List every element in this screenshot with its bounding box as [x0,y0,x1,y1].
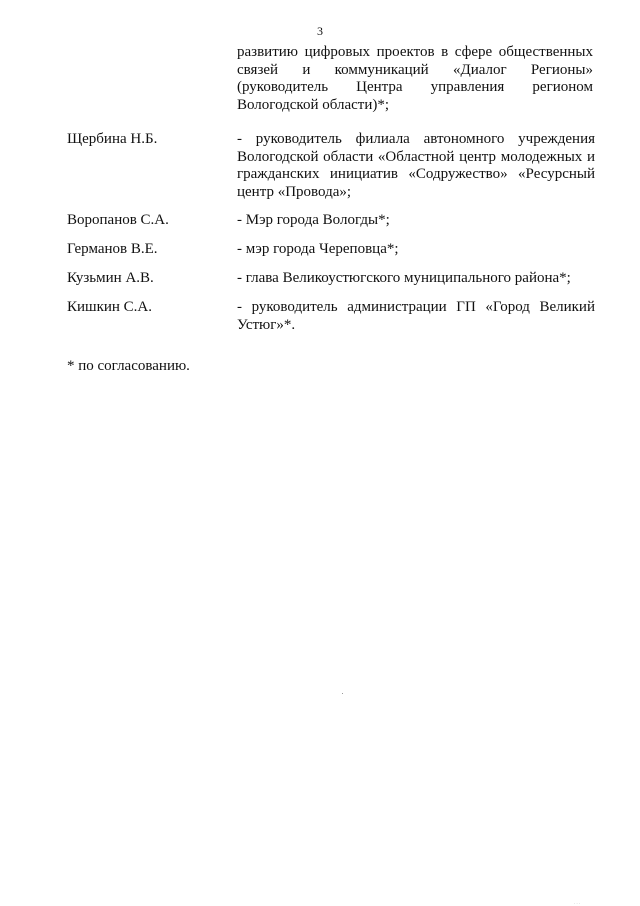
scan-speck [342,693,343,694]
member-name: Германов В.Е. [67,241,158,257]
member-role: - мэр города Череповца*; [237,241,399,257]
member-name: Щербина Н.Б. [67,131,158,147]
member-name: Кузьмин А.В. [67,270,154,286]
member-role: - руководитель филиала автономного учреждения Вологодской области «Областной центр молодежных и гражданских инициатив «Содружество» «Ресурсный центр «Провода»; [237,131,595,200]
member-role: - руководитель администрации ГП «Город Великий Устюг»*. [237,299,595,333]
member-role: - глава Великоустюгского муниципального района*; [237,270,571,286]
footnote: * по согласованию. [67,358,190,374]
continued-role-text: развитию цифровых проектов в сфере общественных связей и коммуникаций «Диалог Регионы» (руководитель Центра управления регионом Вологодской области)*; [237,44,593,113]
page-number: 3 [317,24,323,38]
member-role: - Мэр города Вологды*; [237,212,390,228]
member-name: Воропанов С.А. [67,212,169,228]
scan-mark: ··· [574,901,581,906]
member-name: Кишкин С.А. [67,299,153,315]
